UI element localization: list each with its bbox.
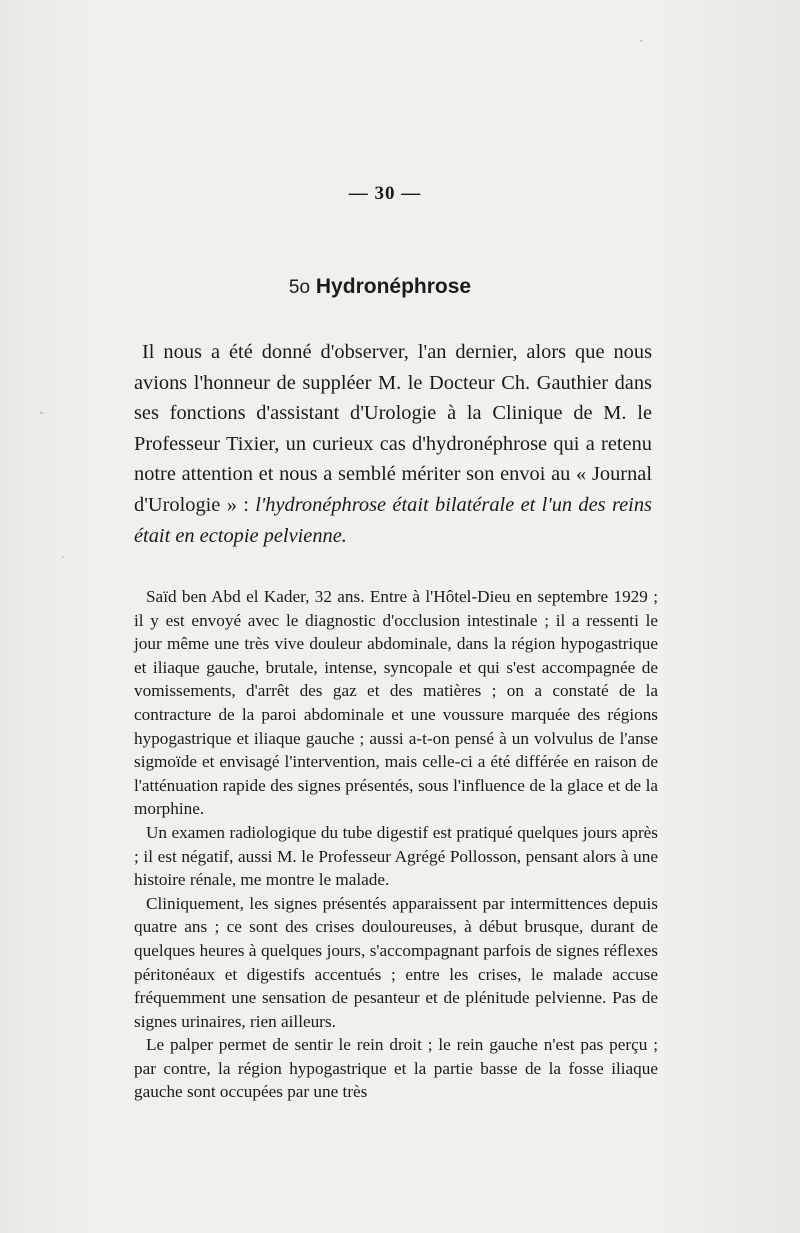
intro-italic-text: l'hydronéphrose était bilatérale et l'un des reins était en ectopie pelvienne. <box>134 493 652 547</box>
case-report <box>134 585 658 1104</box>
intro-paragraph <box>134 337 652 551</box>
paper-speck <box>62 556 64 558</box>
paper-speck <box>640 40 643 42</box>
section-heading <box>0 275 760 299</box>
intro-text: Il nous a été donné d'observer, l'an dernier, alors que nous avions l'honneur de suppléer M. le Docteur Ch. Gauthier dans ses fonctions d'assistant d'Urologie à la Clinique de M. le Professeur Tixier, un curieux cas d'hydronéphrose qui a retenu notre attention et nous a semblé mériter son envoi au « Journal d'Urologie » : <box>134 341 652 516</box>
case-paragraph: Cliniquement, les signes présentés apparaissent par intermittences depuis quatre ans ; ce sont des crises douloureuses, à début brusque, durant de quelques heures à quelques jours, s'accompagnant parfois de signes réflexes péritonéaux et digestifs accentués ; entre les crises, le malade accuse fréquemment une sensation de pesanteur et de plénitude pelvienne. Pas de signes urinaires, rien ailleurs. <box>134 893 658 1031</box>
paper-speck <box>40 412 43 414</box>
section-title: Hydronéphrose <box>315 275 472 298</box>
section-number: 5o <box>288 277 311 298</box>
case-paragraph: Saïd ben Abd el Kader, 32 ans. Entre à l'Hôtel-Dieu en septembre 1929 ; il y est envoyé avec le diagnostic d'occlusion intestinale ; il a ressenti le jour même une très vive douleur abdominale, dans la région hypogastrique et iliaque gauche, brutale, intense, syncopale et qui s'est accompagnée de vomissements, d'arrêt des gaz et des matières ; on a constaté de la contracture de la paroi abdominale et une voussure marquée des régions hypogastrique et iliaque gauche ; aussi a-t-on pensé à un volvulus de l'anse sigmoïde et envisagé l'intervention, mais celle-ci a été différée en raison de l'atténuation rapide des signes présentés, sous l'influence de la glace et de la morphine. <box>134 587 658 819</box>
case-paragraph: Un examen radiologique du tube digestif est pratiqué quelques jours après ; il est négatif, aussi M. le Professeur Agrégé Pollosson, pensant alors à une histoire rénale, me montre le malade. <box>134 822 658 890</box>
page-number: — 30 — <box>348 183 422 204</box>
case-paragraph: Le palper permet de sentir le rein droit ; le rein gauche n'est pas perçu ; par contre, la région hypogastrique et la partie basse de la fosse iliaque gauche sont occupées par une très <box>134 1035 658 1102</box>
